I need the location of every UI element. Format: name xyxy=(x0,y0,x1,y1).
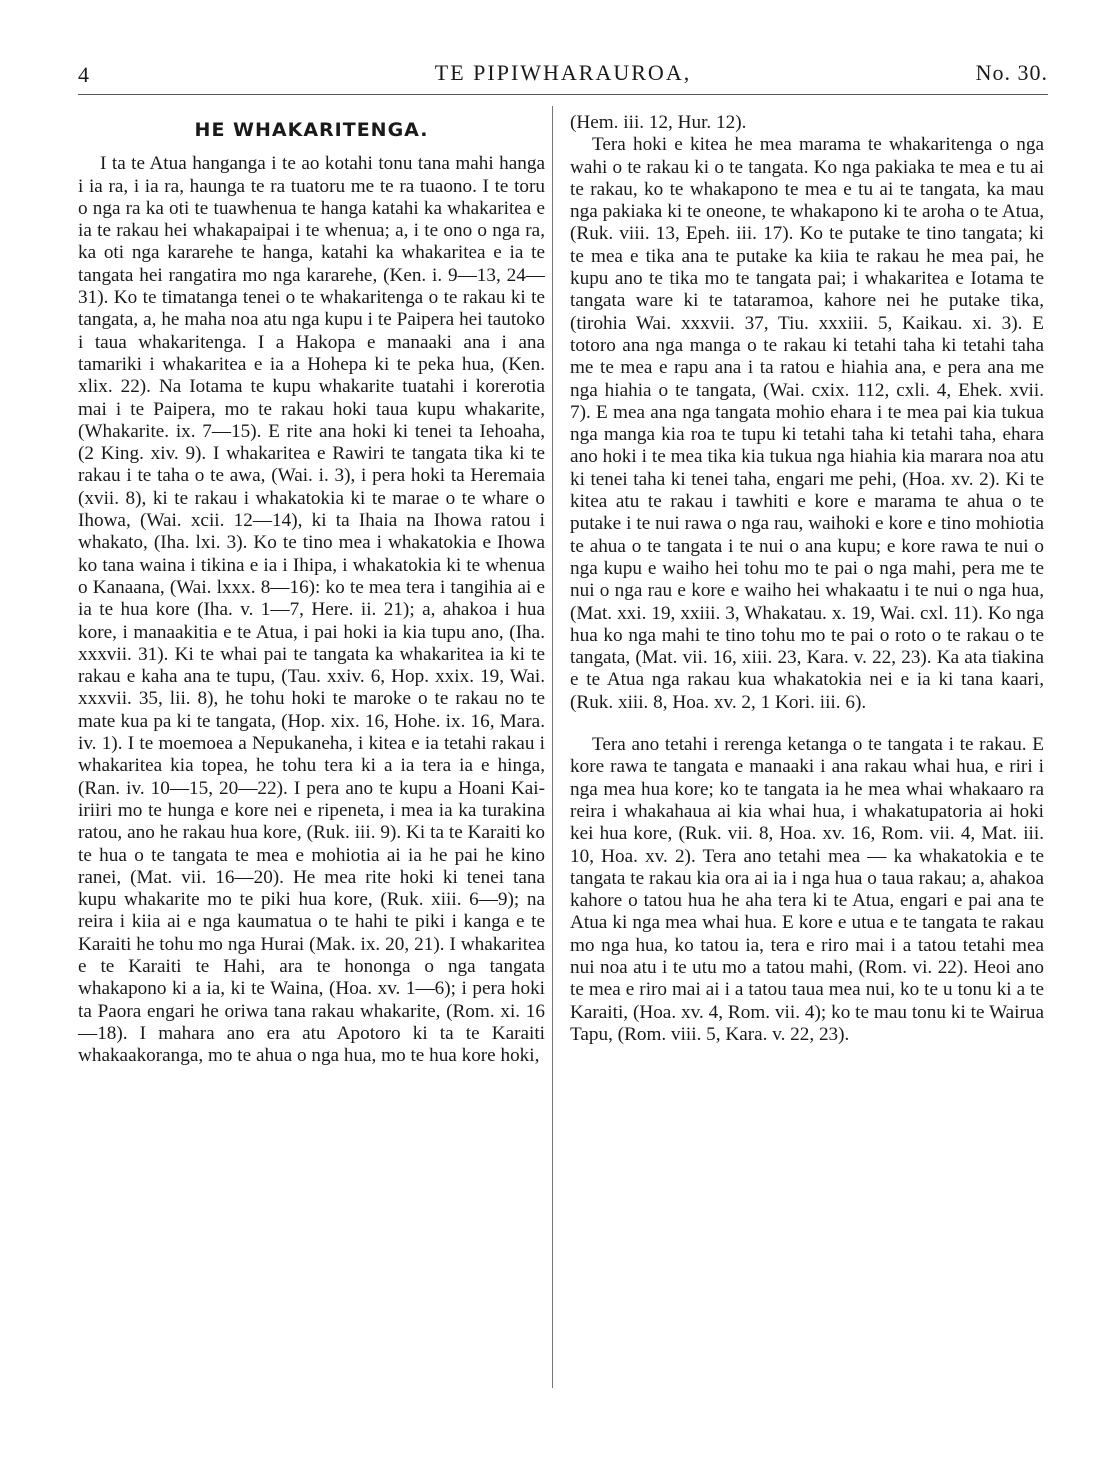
page-header xyxy=(78,60,1048,95)
article-paragraph-1: I ta te Atua hanganga i te ao kotahi tonu tana mahi hanga i ia ra, i ia ra, haunga te ra tuatoru me te ra tuaono. I te toru o nga ra ka oti te tuawhenua te hanga katahi ka whakaritea e ia te rakau hei whakapaipai i te whenua; a, i te ono o nga ra, ka oti nga kararehe te hanga, katahi ka whakaritea e ia te tangata hei rangatira mo nga kararehe, (Ken. i. 9—13, 24—31). Ko te timatanga tenei o te whakaritenga o te rakau ki te tangata, a, he maha noa atu nga kupu i te Paipera hei tautoko i taua whakaritenga. I a Hakopa e manaaki ana i ana tamariki i whakaritea e ia a Hohepa ki te peka hua, (Ken. xlix. 22). Na Iotama te kupu whakarite tuatahi i korerotia mai i te Paipera, mo te rakau hoki taua kupu whakarite, (Whakarite. ix. 7—15). E rite ana hoki ki tenei ta Iehoaha, (2 King. xiv. 9). I whakaritea e Rawiri te tangata tika ki te rakau i te taha o te awa, (Wai. i. 3), i pera hoki ta Heremaia (xvii. 8), ki te rakau i whakatokia ki te marae o te whare o Ihowa, (Wai. xcii. 12—14), ki ta Ihaia na Ihowa ratou i whakato, (Iha. lxi. 3). Ko te tino mea i whakatokia e Ihowa ko tana waina i tikina e ia i Ihipa, i whakatokia ki te whenua o Kanaana, (Wai. lxxx. 8—16): ko te mea tera i tangihia ai e ia te hua kore (Iha. v. 1—7, Here. ii. 21); a, ahakoa i hua kore, i manaakitia e te Atua, i pai hoki ia kia tupu ano, (Iha. xxxvii. 31). Ki te whai pai te tangata ka whakaritea ia ki te rakau e kaha ana te tupu, (Tau. xxiv. 6, Hop. xxix. 19, Wai. xxxvii. 35, lii. 8), he tohu hoki te maroke o te rakau no te mate kua pa ki te tangata, (Hop. xix. 16, Hohe. ix. 16, Mara. iv. 1). I te moemoea a Nepukaneha, i kitea e ia tetahi rakau i whakaritea kia topea, he tohu tera ki a ia tera ia e hinga, (Ran. iv. 10—15, 20—22). I pera ano te kupu a Hoani Kai-iriiri mo te hunga e kore nei e ripeneta, i mea ia ka turakina ratou, ano he rakau hua kore, (Ruk. iii. 9). Ki ta te Karaiti ko te hua o te tangata te mea e mohiotia ai ia he pai he kino ranei, (Mat. vii. 16—20). He mea rite hoki ki tenei tana kupu whakarite mo te piki hua kore, (Ruk. xiii. 6—9); na reira i kiia ai e nga kaumatua o te hahi te piki i kanga e te Karaiti he tohu mo nga Hurai (Mak. ix. 20, 21). I whakaritea e te Karaiti te Hahi, ara te hononga o nga tangata whakapono ki a ia, ki te Waina, (Hoa. xv. 1—6); i pera hoki ta Paora engari he oriwa tana rakau whakarite, (Rom. xi. 16—18). I mahara ano era atu Apotoro ki ta te Karaiti whakaakoranga, mo te ahua o nga hua, mo te hua kore hoki, xyxy=(78,153,545,1067)
right-column xyxy=(570,112,1044,1046)
newspaper-title: TE PIPIWHARAUROA, xyxy=(434,60,692,85)
left-column xyxy=(78,112,545,1067)
article-paragraph-3: Tera ano tetahi i rerenga ketanga o te tangata i te rakau. E kore rawa te tangata e manaaki i ana rakau whai hua, e riri i nga mea hua kore; ko te tangata ia he mea whai whakaaro ra reira i whakahaua ai kia whai hua, i whakatupatoria ai hoki kei hua kore, (Ruk. vii. 8, Hoa. xv. 16, Rom. vii. 4, Mat. iii. 10, Hoa. xv. 2). Tera ano tetahi mea — ka whakatokia e te tangata te rakau kia ora ai ia i nga hua o taua rakau; a, ahakoa kahore o tatou hua he aha tera ki te Atua, engari e pai ana te Atua ki nga mea whai hua. E kore e utua e te tangata te rakau mo nga hua, ko tatou ia, tera e riro mai i a tatou tetahi mea nui noa atu i te utu mo a tatou mahi, (Rom. vi. 22). Heoi ano te mea e riro mai ai i a tatou taua mea nui, ko te u tonu ki a te Karaiti, (Hoa. xv. 4, Rom. vii. 4); ko te mau tonu ki te Wairua Tapu, (Rom. viii. 5, Kara. v. 22, 23). xyxy=(570,734,1044,1045)
article-heading: HE WHAKARITENGA. xyxy=(194,119,429,141)
column-divider xyxy=(552,106,553,1388)
article-paragraph-2: Tera hoki e kitea he mea marama te whakaritenga o nga wahi o te rakau ki o te tangata. Ko nga pakiaka te mea e tu ai te rakau, ko te whakapono te mea e tu ai te tangata, ka mau nga pakiaka ki te oneone, te whakapono ki te aroha o te Atua, (Ruk. viii. 13, Epeh. iii. 17). Ko te putake te tino tangata; ki te mea e tika ana te putake ka kiia te rakau he mea pai, he kupu ano te tika mo te tangata pai; i whakaritea e Iotama te tangata ware ki te tataramoa, kahore nei he putake tika, (tirohia Wai. xxxvii. 37, Tiu. xxxiii. 5, Kaikau. xi. 3). E totoro ana nga manga o te rakau ki tetahi taha ki tetahi taha me te mea e rapu ana i ta ratou e hiahia ana, e pera ana me nga hiahia o te tangata, (Wai. cxix. 112, cxli. 4, Ehek. xvii. 7). E mea ana nga tangata mohio ehara i te mea pai kia tukua nga manga kia roa te tupu ki tetahi taha ki tetahi taha, ehara ano hoki i te mea tika kia tukua nga hiahia kia marara noa atu ki tenei taha ki tenei taha, engari me pehi, (Hoa. xv. 2). Ki te kitea atu te rakau i tawhiti e kore e marama te ahua o te putake i te nui rawa o nga rau, waihoki e kore e tino mohiotia te ahua o te tangata i te nui o ana kupu; e kore rawa te nui o nga kupu e waiho hei tohu mo te pai o nga mahi, pera me te nui o nga rau e kore e waiho hei whakaatu i te nui o nga hua, (Mat. xxi. 19, xxiii. 3, Whakatau. x. 19, Wai. cxl. 11). Ko nga hua ko nga mahi te tino tohu mo te pai o roto o te rakau o te tangata, (Mat. vii. 16, xiii. 23, Kara. v. 22, 23). Ka ata tiakina e te Atua nga rakau kua whakatokia nei e ia ki tana kaari, (Ruk. xiii. 8, Hoa. xv. 2, 1 Kori. iii. 6). xyxy=(570,134,1044,713)
article-paragraph-continuation: (Hem. iii. 12, Hur. 12). xyxy=(570,112,747,133)
issue-number: No. 30. xyxy=(975,60,1048,85)
page-number: 4 xyxy=(78,62,90,87)
